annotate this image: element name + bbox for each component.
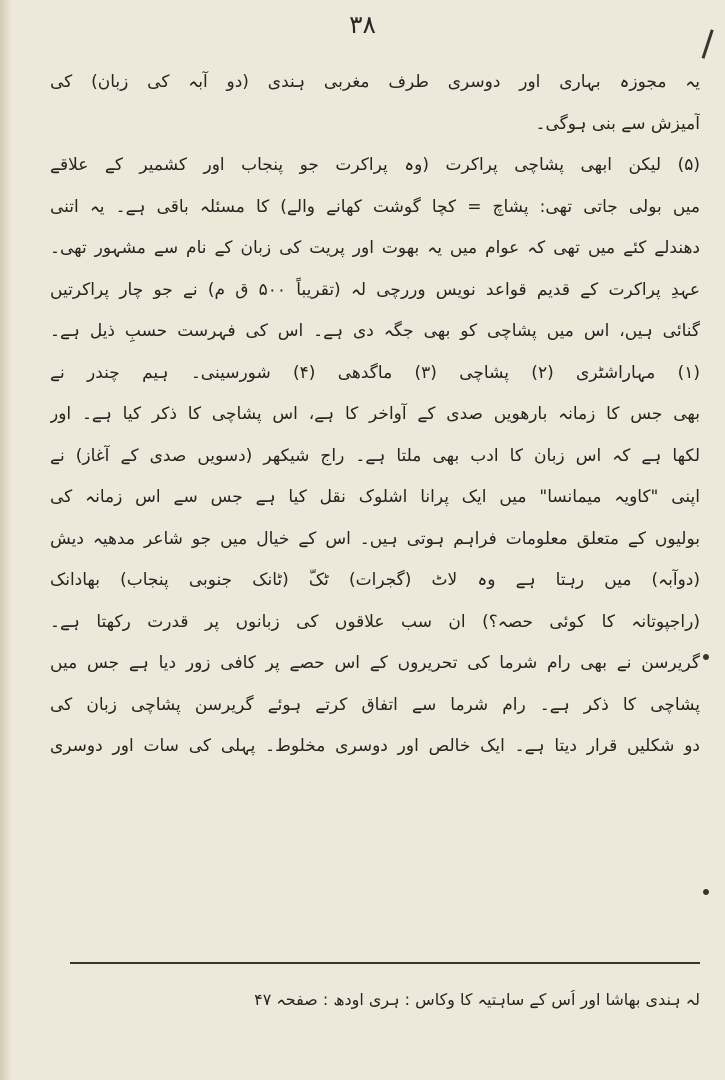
text-line: بولیوں کے متعلق معلومات فراہم ہوتی ہیں۔ اس کے خیال میں جو شاعر مدھیہ دیش: [50, 528, 700, 549]
text-line: پشاچی کا ذکر ہے۔ رام شرما سے اتفاق کرتے ہوئے گریرسن پشاچی زبان کی: [50, 694, 700, 715]
text-line: گنائی ہیں، اس میں پشاچی کو بھی جگہ دی ہے۔ اس کی فہرست حسبِ ذیل ہے۔: [50, 321, 700, 341]
footnote-divider: [70, 962, 700, 964]
page-edge-shadow: [0, 0, 12, 1080]
page-number: ۳۸: [349, 10, 376, 39]
text-line: لکھا ہے کہ اس زبان کا ادب بھی ملتا ہے۔ راج شیکھر (دسویں صدی کے آغاز) نے: [50, 445, 700, 466]
text-line: (دوآبہ) میں رہتا ہے وہ لاٹ (گجرات) ٹکّ (ٹانک جنوبی پنجاب) بھادانک: [50, 570, 700, 590]
text-line: آمیزش سے بنی ہوگی۔: [535, 113, 700, 134]
footnote: لہ ہندی بھاشا اور اُس کے ساہتیہ کا وکاس : ہری اودھ : صفحہ ۴۷: [254, 990, 700, 1009]
text-line: عہدِ پراکرت کے قدیم قواعد نویس وررچی لہ (تقریباً ۵۰۰ ق م) نے جو چار پراکرتیں: [50, 279, 700, 300]
text-line: (۱) مہاراشٹری (۲) پشاچی (۳) ماگدھی (۴) شورسینی۔ ہیم چندر نے: [50, 362, 700, 383]
text-line: میں بولی جاتی تھی: پشاچ = کچا گوشت کھانے والے) کا مسئلہ باقی ہے۔ یہ اتنی: [50, 196, 700, 217]
text-line: دو شکلیں قرار دیتا ہے۔ ایک خالص اور دوسری مخلوط۔ پہلی کی سات اور دوسری: [50, 736, 700, 756]
text-line: یہ مجوزہ بہاری اور دوسری طرف مغربی ہندی (دو آبہ کی زبان) کی: [50, 72, 700, 92]
text-line: دھندلے کئے میں تھی کہ عوام میں یہ بھوت اور پریت کی زبان کے نام سے مشہور تھی۔: [50, 238, 700, 258]
text-line: بھی جس کا زمانہ بارھویں صدی کے آواخر کا ہے، اس پشاچی کا ذکر کیا ہے۔ اور: [50, 404, 700, 424]
margin-dot: [703, 889, 709, 895]
text-line: (راجپوتانہ کا کوئی حصہ؟) ان سب علاقوں کی زبانوں پر قدرت رکھتا ہے۔: [50, 611, 700, 632]
text-line: گریرسن نے بھی رام شرما کی تحریروں کے اس حصے پر کافی زور دیا ہے جس میں: [50, 653, 700, 673]
text-line: اپنی "کاویہ میمانسا" میں ایک پرانا اشلوک نقل کیا ہے جس سے اس زمانہ کی: [50, 487, 700, 507]
margin-dot: [703, 654, 709, 660]
body-text: [50, 62, 700, 932]
text-line: (۵) لیکن ابھی پشاچی پراکرت (وہ پراکرت جو پنجاب اور کشمیر کے علاقے: [50, 155, 700, 175]
